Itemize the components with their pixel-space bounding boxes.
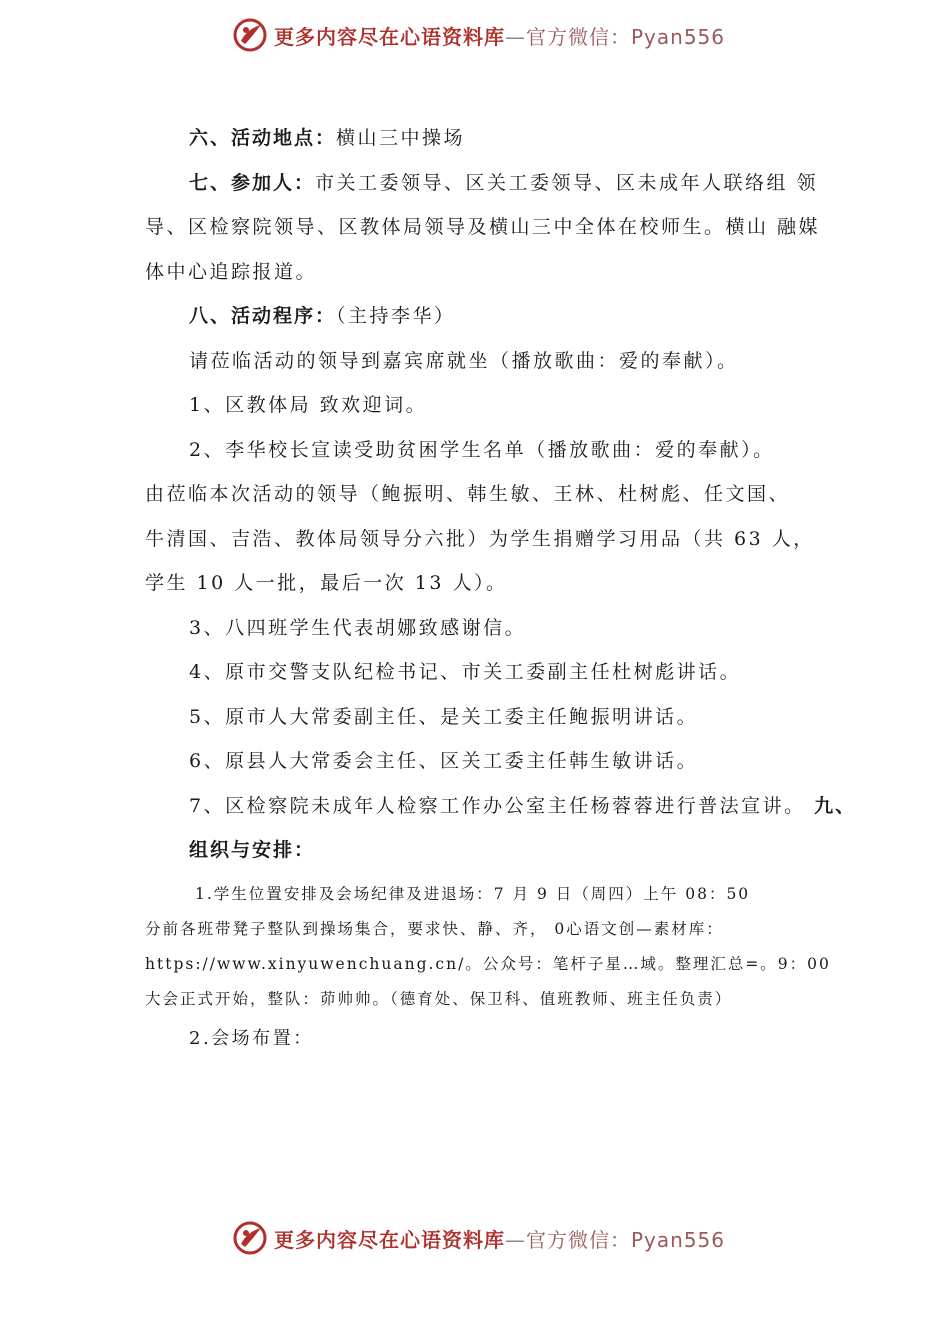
- footer-wechat: 官方微信：Pyan556: [526, 1227, 726, 1252]
- footer-text: [274, 1224, 725, 1253]
- section-heading: 九、: [814, 794, 857, 817]
- paragraph-line: 体中心追踪报道。: [145, 260, 318, 283]
- paragraph-line: 由莅临本次活动的领导（鲍振明、韩生敏、王林、杜树彪、任文国、: [145, 483, 791, 505]
- paragraph-line: 牛清国、吉浩、教体局领导分六批）为学生捐赠学习用品（共 63 人，: [145, 527, 815, 550]
- header-wechat: 官方微信：Pyan556: [526, 24, 726, 49]
- section-heading: 八、活动程序：: [189, 305, 337, 327]
- procedure-item: 3、八四班学生代表胡娜致感谢信。: [189, 616, 527, 639]
- paragraph-line: 大会正式开始，整队：茆帅帅。（德育处、保卫科、值班教师、班主任负责）: [145, 989, 733, 1008]
- section-heading: 七、参加人：: [189, 171, 316, 194]
- header-text: [274, 21, 725, 50]
- document-body: [145, 116, 857, 1061]
- org-item-2: 2.会场布置：: [189, 1027, 314, 1049]
- section-heading: 组织与安排：: [189, 839, 316, 861]
- section-heading: 六、活动地点：: [189, 127, 337, 149]
- paragraph-text: 市关工委领导、区关工委领导、区未成年人联络组 领: [315, 171, 819, 194]
- header-sep: —: [505, 24, 526, 49]
- paragraph-text: 7、区检察院未成年人检察工作办公室主任杨蓉蓉进行普法宣讲。: [189, 794, 806, 817]
- header-main: 更多内容尽在心语资料库: [274, 24, 505, 49]
- paragraph-line: 导、区检察院领导、区教体局领导及横山三中全体在校师生。横山 融媒: [145, 216, 821, 238]
- paragraph-text: 横山三中操场: [336, 127, 466, 149]
- footer-sep: —: [505, 1227, 526, 1252]
- procedure-item: 5、原市人大常委副主任、是关工委主任鲍振明讲话。: [189, 705, 699, 728]
- org-item-1: 1.学生位置安排及会场纪律及进退场：7 月 9 日（周四）上午 08：50: [195, 884, 751, 903]
- paragraph-text: （主持李华）: [336, 305, 456, 327]
- paragraph-line: 学生 10 人一批，最后一次 13 人）。: [145, 572, 508, 594]
- section-procedure: [145, 294, 825, 339]
- section-organization: [145, 828, 825, 873]
- procedure-item: [145, 784, 857, 829]
- footer-banner: [232, 1218, 725, 1258]
- section-participants: [145, 161, 825, 206]
- section-location: [145, 116, 825, 161]
- footer-main: 更多内容尽在心语资料库: [274, 1227, 505, 1252]
- procedure-item: 4、原市交警支队纪检书记、市关工委副主任杜树彪讲话。: [189, 661, 742, 683]
- xinyu-logo-icon: [232, 1220, 268, 1256]
- procedure-item: 2、李华校长宣读受助贫困学生名单（播放歌曲：爱的奉献）。: [189, 438, 775, 461]
- xinyu-logo-icon: [232, 17, 268, 53]
- procedure-item: 6、原县人大常委会主任、区关工委主任韩生敏讲话。: [189, 750, 699, 772]
- paragraph-line: 分前各班带凳子整队到操场集合，要求快、静、齐， 0心语文创—素材库：: [145, 919, 724, 938]
- header-banner: [232, 15, 725, 55]
- procedure-item: 1、区教体局 致欢迎词。: [189, 394, 428, 416]
- paragraph-line: https://www.xinyuwenchuang.cn/。公众号：笔杆子星…域。整理汇总=。9：00: [145, 954, 831, 973]
- paragraph-line: 请莅临活动的领导到嘉宾席就坐（播放歌曲：爱的奉献）。: [189, 349, 739, 372]
